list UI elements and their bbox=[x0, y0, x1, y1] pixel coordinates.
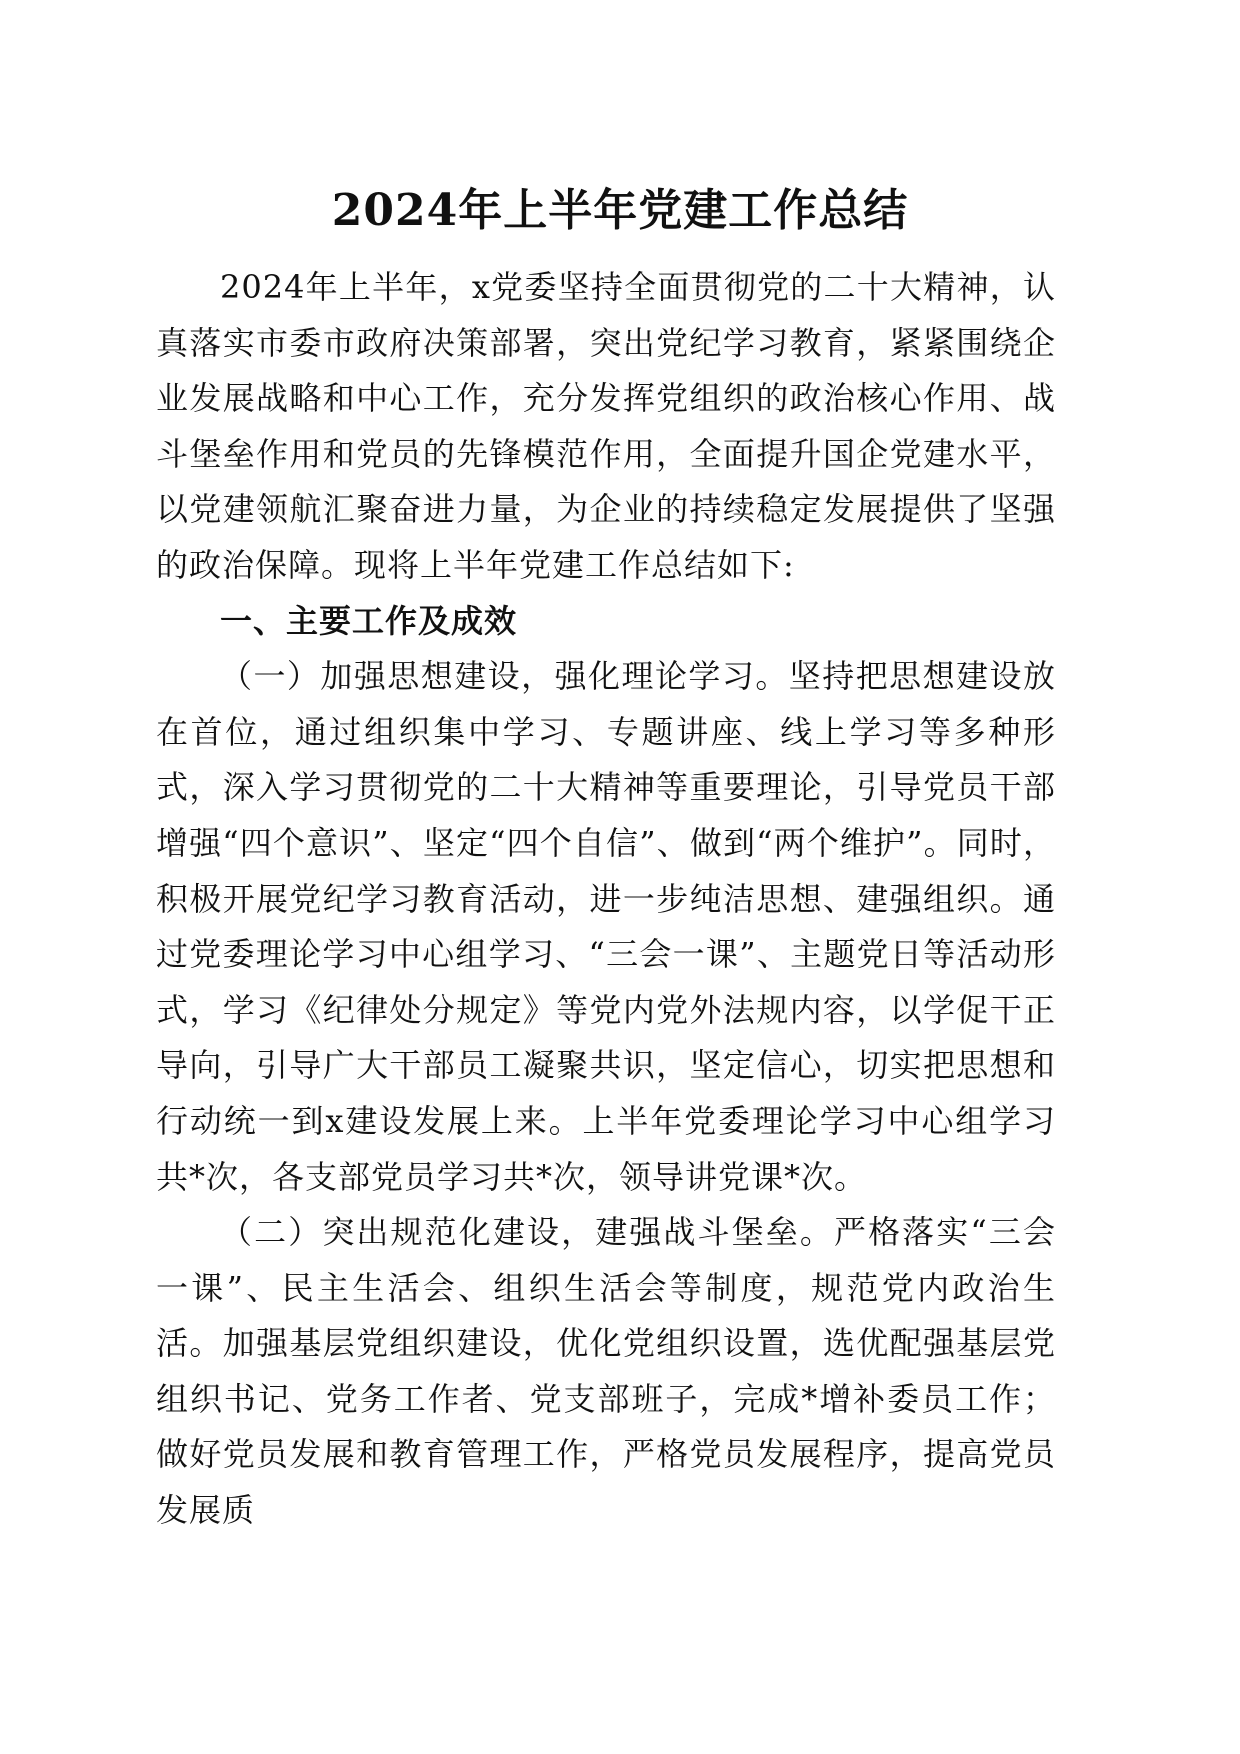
item-lead-1: （一）加强思想建设，强化理论学习。 bbox=[220, 657, 789, 696]
item-text-1: 坚持把思想建设放在首位，通过组织集中学习、专题讲座、线上学习等多种形式，深入学习贯彻党的二十大精神等重要理论，引导党员干部增强“四个意识”、坚定“四个自信”、做到“两个维护”。同时，积极开展党纪学习教育活动，进一步纯洁思想、建强组织。通过党委理论学习中心组学习、“三会一课”、主题党日等活动形式，学习《纪律处分规定》等党内党外法规内容，以学促干正导向，引导广大干部员工凝聚共识，坚定信心，切实把思想和行动统一到x建设发展上来。上半年党委理论学习中心组学习共*次，各支部党员学习共*次，领导讲党课*次。 bbox=[156, 657, 1056, 1196]
item-paragraph-2 bbox=[156, 1205, 1056, 1539]
document-title: 2024年上半年党建工作总结 bbox=[331, 185, 909, 236]
item-text-2: 严格落实“三会一课”、民主生活会、组织生活会等制度，规范党内政治生活。加强基层党组织建设，优化党组织设置，选优配强基层党组织书记、党务工作者、党支部班子，完成*增补委员工作；做好党员发展和教育管理工作，严格党员发展程序，提高党员发展质 bbox=[156, 1213, 1056, 1530]
document-body bbox=[156, 260, 1056, 1539]
item-paragraph-1 bbox=[156, 649, 1056, 1205]
section-heading: 一、主要工作及成效 bbox=[220, 601, 518, 640]
item-lead-2: （二）突出规范化建设，建强战斗堡垒。 bbox=[220, 1213, 834, 1252]
intro-paragraph: 2024年上半年，x党委坚持全面贯彻党的二十大精神，认真落实市委市政府决策部署，突出党纪学习教育，紧紧围绕企业发展战略和中心工作，充分发挥党组织的政治核心作用、战斗堡垒作用和党员的先锋模范作用，全面提升国企党建水平，以党建领航汇聚奋进力量，为企业的持续稳定发展提供了坚强的政治保障。现将上半年党建工作总结如下: bbox=[156, 268, 1056, 584]
